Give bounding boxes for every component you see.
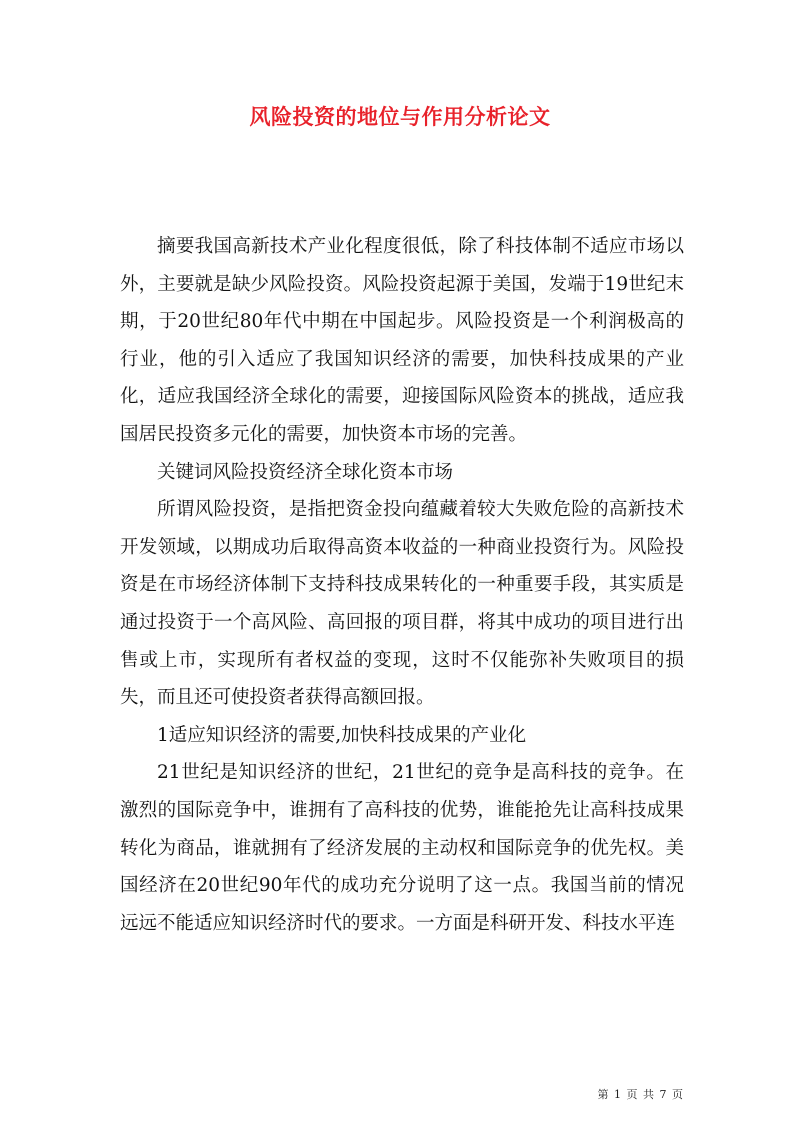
page-number-footer: 第 1 页 共 7 页	[597, 1088, 684, 1101]
document-title: 风险投资的地位与作用分析论文	[249, 104, 551, 129]
definition-paragraph: 所谓风险投资，是指把资金投向蕴藏着较大失败危险的高新技术开发领域，以期成功后取得高资本收益的一种商业投资行为。风险投资是在市场经济体制下支持科技成果转化的一种重要手段，其实质是通过投资于一个高风险、高回报的项目群，将其中成功的项目进行出售或上市，实现所有者权益的变现，这时不仅能弥补失败项目的损失，而且还可使投资者获得高额回报。	[120, 499, 684, 709]
section-paragraph: 21世纪是知识经济的世纪，21世纪的竞争是高科技的竞争。在激烈的国际竞争中，谁拥有了高科技的优势，谁能抢先让高科技成果转化为商品，谁就拥有了经济发展的主动权和国际竞争的优先权。美国经济在20世纪90年代的成功充分说明了这一点。我国当前的情况远远不能适应知识经济时代的要求。一方面是科研开发、科技水平连	[120, 762, 684, 934]
keywords-paragraph: 关键词风险投资经济全球化资本市场	[157, 461, 454, 483]
document-body	[120, 228, 684, 942]
abstract-paragraph: 摘要我国高新技术产业化程度很低，除了科技体制不适应市场以外，主要就是缺少风险投资。风险投资起源于美国，发端于19世纪末期，于20世纪80年代中期在中国起步。风险投资是一个利润极高的行业，他的引入适应了我国知识经济的需要，加快科技成果的产业化，适应我国经济全球化的需要，迎接国际风险资本的挑战，适应我国居民投资多元化的需要，加快资本市场的完善。	[120, 236, 684, 445]
section-heading: 1适应知识经济的需要,加快科技成果的产业化	[157, 724, 527, 746]
